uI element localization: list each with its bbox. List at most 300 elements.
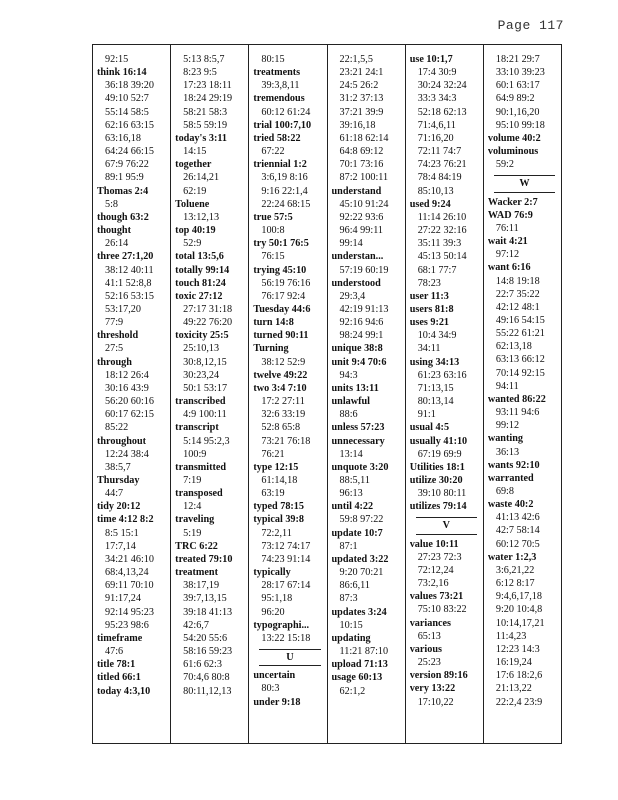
- index-reference: 41:1 52:8,8: [105, 277, 152, 289]
- index-term: water 1:2,3: [487, 551, 537, 563]
- index-term: until 4:22: [331, 501, 374, 513]
- index-term: Turning: [253, 343, 289, 355]
- index-reference: 27:17 31:18: [183, 303, 233, 315]
- index-reference: 97:12: [495, 249, 520, 261]
- index-term: wait 4:21: [487, 236, 528, 248]
- index-term: very 13:22: [409, 683, 456, 695]
- index-reference: 99:14: [339, 238, 363, 250]
- index-reference: 67:19 69:9: [417, 448, 462, 460]
- index-reference: 34:11: [417, 343, 441, 355]
- index-reference: 34:21 46:10: [105, 553, 154, 565]
- index-reference: 58:21 58:3: [183, 106, 228, 118]
- index-reference: 52:16 53:15: [105, 290, 154, 302]
- index-reference: 60:12 70:5: [495, 538, 540, 550]
- index-reference: 69:11 70:10: [105, 580, 154, 592]
- index-reference: 72:11 74:7: [417, 146, 462, 158]
- index-reference: 18:21 29:7: [495, 54, 540, 65]
- index-term: today's 3:11: [175, 132, 227, 144]
- index-reference: 33:10 39:23: [495, 67, 545, 79]
- index-reference: 11:14 26:10: [417, 211, 467, 223]
- index-reference: 36:13: [495, 446, 520, 458]
- index-reference: 31:2 37:13: [339, 93, 384, 105]
- index-term: used 9:24: [409, 198, 451, 210]
- index-reference: 13:22 15:18: [261, 632, 311, 644]
- index-reference: 13:14: [339, 448, 363, 460]
- index-term: true 57:5: [253, 211, 293, 223]
- index-reference: 32:6 33:19: [261, 409, 306, 421]
- word-index-table: [92, 44, 562, 744]
- index-reference: 42:19 91:13: [339, 303, 389, 315]
- index-term: total 13:5,6: [175, 251, 224, 263]
- index-term: touch 81:24: [175, 277, 226, 289]
- index-reference: 25:23: [417, 657, 441, 669]
- section-letter-divider: W: [494, 175, 555, 192]
- index-term: WAD 76:9: [487, 209, 533, 221]
- index-term: update 10:7: [331, 527, 383, 539]
- index-term: variances: [409, 617, 451, 629]
- index-term: wants 92:10: [487, 459, 540, 471]
- index-reference: 6:12 8:17: [495, 578, 535, 590]
- index-reference: 50:1 53:17: [183, 382, 228, 394]
- index-term: title 78:1: [97, 659, 136, 671]
- index-reference: 68:1 77:7: [417, 264, 457, 276]
- index-term: unquote 3:20: [331, 461, 389, 473]
- index-reference: 17:10,22: [417, 696, 454, 708]
- index-reference: 74:23 76:21: [417, 159, 467, 171]
- index-term: TRC 6:22: [175, 540, 218, 552]
- index-term: type 12:15: [253, 461, 299, 473]
- index-term: through: [97, 356, 132, 368]
- index-reference: 30:23,24: [183, 369, 220, 381]
- index-reference: 61:14,18: [261, 475, 298, 486]
- index-reference: 71:16,20: [417, 132, 454, 144]
- index-reference: 22:7 35:22: [495, 288, 540, 300]
- index-reference: 61:18 62:14: [339, 132, 389, 144]
- index-reference: 62:1,2: [339, 685, 366, 697]
- index-reference: 73:2,16: [417, 578, 449, 590]
- index-reference: 85:22: [105, 422, 129, 434]
- index-reference: 5:14 95:2,3: [183, 435, 230, 447]
- index-reference: 14:15: [183, 146, 207, 158]
- index-reference: 8:23 9:5: [183, 67, 217, 79]
- index-reference: 38:12 40:11: [105, 264, 154, 276]
- index-reference: 80:11,12,13: [183, 685, 232, 697]
- index-term: unique 38:8: [331, 343, 383, 355]
- index-reference: 13:12,13: [183, 211, 220, 223]
- index-reference: 69:8: [495, 486, 514, 497]
- index-term: three 27:1,20: [97, 251, 154, 263]
- index-reference: 87:3: [339, 593, 358, 605]
- index-reference: 52:8 65:8: [261, 422, 301, 434]
- index-reference: 71:4,6,11: [417, 119, 456, 131]
- index-column-3: [248, 45, 326, 743]
- index-reference: 27:5: [105, 343, 124, 355]
- index-term: unit 9:4 70:6: [331, 356, 387, 368]
- index-reference: 30:8,12,15: [183, 356, 227, 368]
- index-reference: 94:3: [339, 369, 358, 381]
- index-reference: 58:5 59:19: [183, 119, 228, 131]
- index-reference: 87:2 100:11: [339, 172, 389, 184]
- index-reference: 12:4: [183, 501, 202, 513]
- index-reference: 55:22 61:21: [495, 328, 545, 340]
- index-reference: 100:8: [261, 225, 285, 237]
- index-term: turn 14:8: [253, 317, 294, 329]
- index-reference: 22:1,5,5: [339, 54, 373, 65]
- index-reference: 92:14 95:23: [105, 606, 154, 618]
- index-term: transcribed: [175, 396, 226, 408]
- index-term: Toluene: [175, 198, 210, 210]
- section-letter-divider: V: [416, 517, 477, 534]
- index-reference: 30:16 43:9: [105, 382, 149, 394]
- index-reference: 76:15: [261, 251, 285, 263]
- index-reference: 18:24 29:19: [183, 93, 233, 105]
- index-term: twelve 49:22: [253, 369, 308, 381]
- index-term: triennial 1:2: [253, 159, 307, 171]
- index-reference: 39:7,13,15: [183, 593, 227, 605]
- index-term: volume 40:2: [487, 132, 541, 144]
- index-term: wanting: [487, 433, 523, 445]
- index-reference: 95:10 99:18: [495, 119, 545, 131]
- index-reference: 21:13,22: [495, 683, 532, 695]
- index-reference: 27:23 72:3: [417, 551, 462, 563]
- index-reference: 75:10 83:22: [417, 604, 467, 616]
- index-reference: 67:9 76:22: [105, 159, 149, 171]
- index-term: upload 71:13: [331, 659, 388, 671]
- index-reference: 72:12,24: [417, 564, 454, 576]
- index-term: units 13:11: [331, 382, 379, 394]
- index-reference: 61:6 62:3: [183, 659, 222, 671]
- index-reference: 49:10 52:7: [105, 93, 149, 105]
- index-term: two 3:4 7:10: [253, 382, 307, 394]
- index-reference: 88:6: [339, 409, 358, 421]
- index-term: unless 57:23: [331, 422, 385, 434]
- index-term: Wacker 2:7: [487, 196, 538, 208]
- index-reference: 4:9 100:11: [183, 409, 227, 421]
- index-reference: 59:8 97:22: [339, 514, 384, 526]
- index-reference: 27:22 32:16: [417, 225, 467, 237]
- index-reference: 65:13: [417, 630, 441, 642]
- index-term: using 34:13: [409, 356, 460, 368]
- index-reference: 98:24 99:1: [339, 330, 384, 342]
- index-reference: 45:10 91:24: [339, 198, 389, 210]
- index-term: treated 79:10: [175, 553, 233, 565]
- index-term: top 40:19: [175, 225, 216, 237]
- index-reference: 12:23 14:3: [495, 643, 540, 655]
- index-reference: 56:20 60:16: [105, 396, 154, 408]
- index-reference: 88:5,11: [339, 475, 370, 486]
- index-reference: 57:19 60:19: [339, 264, 389, 276]
- index-term: treatments: [253, 67, 301, 79]
- index-reference: 42:12 48:1: [495, 301, 540, 313]
- index-reference: 73:12 74:17: [261, 540, 311, 552]
- index-reference: 62:13,18: [495, 341, 532, 353]
- index-reference: 99:12: [495, 420, 520, 432]
- index-term: wanted 86:22: [487, 393, 546, 405]
- index-reference: 56:19 76:16: [261, 277, 311, 289]
- index-reference: 26:14,21: [183, 172, 220, 184]
- index-term: values 73:21: [409, 591, 464, 603]
- index-reference: 39:10 80:11: [417, 488, 467, 500]
- index-term: waste 40:2: [487, 499, 534, 511]
- index-column-6: [483, 45, 561, 743]
- index-reference: 17:23 18:11: [183, 80, 232, 92]
- index-term: together: [175, 159, 212, 171]
- index-reference: 59:2: [495, 159, 514, 171]
- index-reference: 35:11 39:3: [417, 238, 462, 250]
- index-reference: 22:24 68:15: [261, 198, 311, 210]
- index-reference: 39:16,18: [339, 119, 376, 131]
- index-term: toxic 27:12: [175, 290, 223, 302]
- index-reference: 77:9: [105, 317, 124, 329]
- index-reference: 76:17 92:4: [261, 290, 306, 302]
- index-reference: 64:9 89:2: [495, 93, 535, 105]
- index-reference: 73:21 76:18: [261, 435, 311, 447]
- index-reference: 9:20 10:4,8: [495, 604, 543, 616]
- index-term: understood: [331, 277, 381, 289]
- index-reference: 92:16 94:6: [339, 317, 384, 329]
- index-reference: 70:4,6 80:8: [183, 672, 230, 684]
- index-reference: 78:4 84:19: [417, 172, 462, 184]
- index-reference: 5:13 8:5,7: [183, 54, 225, 65]
- index-reference: 92:22 93:6: [339, 211, 384, 223]
- index-term: time 4:12 8:2: [97, 514, 154, 526]
- index-term: today 4:3,10: [97, 685, 151, 697]
- index-reference: 9:4,6,17,18: [495, 591, 542, 603]
- index-term: timeframe: [97, 632, 143, 644]
- index-reference: 89:1 95:9: [105, 172, 144, 184]
- index-reference: 16:19,24: [495, 657, 532, 669]
- index-reference: 17:4 30:9: [417, 67, 457, 79]
- index-term: utilize 30:20: [409, 475, 463, 486]
- index-reference: 95:23 98:6: [105, 619, 149, 631]
- index-term: transposed: [175, 488, 223, 500]
- index-term: understand: [331, 185, 382, 197]
- index-term: think 16:14: [97, 67, 147, 79]
- index-reference: 91:17,24: [105, 593, 141, 605]
- index-reference: 93:11 94:6: [495, 407, 540, 419]
- index-term: Utilities 18:1: [409, 461, 465, 473]
- index-term: typically: [253, 567, 291, 579]
- index-reference: 38:5,7: [105, 461, 131, 473]
- index-reference: 60:1 63:17: [495, 80, 540, 92]
- index-reference: 78:23: [417, 277, 441, 289]
- index-column-1: [93, 45, 170, 743]
- index-term: updates 3:24: [331, 606, 387, 618]
- index-reference: 7:19: [183, 475, 202, 486]
- index-reference: 61:23 63:16: [417, 369, 467, 381]
- index-reference: 60:12 61:24: [261, 106, 311, 118]
- index-reference: 14:8 19:18: [495, 275, 540, 287]
- index-reference: 12:24 38:4: [105, 448, 149, 460]
- index-reference: 10:4 34:9: [417, 330, 457, 342]
- index-term: voluminous: [487, 146, 539, 158]
- index-reference: 76:11: [495, 222, 519, 234]
- index-reference: 85:10,13: [417, 185, 454, 197]
- index-reference: 53:17,20: [105, 303, 141, 315]
- index-reference: 41:13 42:6: [495, 512, 540, 524]
- index-term: various: [409, 643, 442, 655]
- index-term: titled 66:1: [97, 672, 141, 684]
- index-reference: 76:21: [261, 448, 285, 460]
- index-term: value 10:11: [409, 538, 459, 550]
- index-term: treatment: [175, 567, 218, 579]
- index-reference: 29:3,4: [339, 290, 366, 302]
- index-term: toxicity 25:5: [175, 330, 229, 342]
- index-term: user 11:3: [409, 290, 449, 302]
- index-reference: 54:20 55:6: [183, 632, 228, 644]
- index-reference: 74:23 91:14: [261, 553, 311, 565]
- index-reference: 63:16,18: [105, 132, 141, 144]
- index-term: understan...: [331, 251, 384, 263]
- index-term: updated 3:22: [331, 553, 389, 565]
- index-reference: 11:4,23: [495, 630, 527, 642]
- index-reference: 17:2 27:11: [261, 396, 305, 408]
- index-reference: 71:13,15: [417, 382, 454, 394]
- index-term: usually 41:10: [409, 435, 468, 447]
- index-term: threshold: [97, 330, 139, 342]
- index-term: warranted: [487, 472, 534, 484]
- index-reference: 17:6 18:2,6: [495, 670, 543, 682]
- index-term: totally 99:14: [175, 264, 230, 276]
- index-reference: 58:16 59:23: [183, 646, 233, 658]
- index-reference: 25:10,13: [183, 343, 220, 355]
- index-term: trying 45:10: [253, 264, 307, 276]
- index-reference: 28:17 67:14: [261, 580, 311, 592]
- index-column-4: [327, 45, 405, 743]
- index-term: unnecessary: [331, 435, 385, 447]
- index-reference: 33:3 34:3: [417, 93, 457, 105]
- index-reference: 23:21 24:1: [339, 67, 384, 79]
- index-reference: 3:6,21,22: [495, 564, 535, 576]
- index-reference: 37:21 39:9: [339, 106, 384, 118]
- index-term: transmitted: [175, 461, 227, 473]
- index-term: typographi...: [253, 619, 310, 631]
- index-term: turned 90:11: [253, 330, 309, 342]
- index-reference: 91:1: [417, 409, 436, 421]
- index-reference: 5:8: [105, 198, 119, 210]
- index-reference: 67:22: [261, 146, 285, 158]
- index-term: typical 39:8: [253, 514, 304, 526]
- index-reference: 64:8 69:12: [339, 146, 384, 158]
- index-term: try 50:1 76:5: [253, 238, 309, 250]
- index-reference: 38:12 52:9: [261, 356, 306, 368]
- index-term: under 9:18: [253, 696, 301, 708]
- index-reference: 36:18 39:20: [105, 80, 154, 92]
- index-reference: 64:24 66:15: [105, 146, 154, 158]
- index-reference: 30:24 32:24: [417, 80, 467, 92]
- index-reference: 62:16 63:15: [105, 119, 154, 131]
- index-term: unlawful: [331, 396, 371, 408]
- index-reference: 9:20 70:21: [339, 567, 384, 579]
- index-term: uses 9:21: [409, 317, 450, 329]
- index-reference: 45:13 50:14: [417, 251, 467, 263]
- page-number-label: Page 117: [497, 18, 564, 33]
- index-term: though 63:2: [97, 211, 149, 223]
- index-term: thought: [97, 225, 131, 237]
- index-reference: 39:18 41:13: [183, 606, 233, 618]
- index-reference: 63:13 66:12: [495, 354, 545, 366]
- index-term: tremendous: [253, 93, 305, 105]
- index-reference: 80:3: [261, 683, 280, 695]
- index-reference: 86:6,11: [339, 580, 370, 592]
- index-term: version 89:16: [409, 670, 468, 682]
- index-term: transcript: [175, 422, 219, 434]
- index-term: usual 4:5: [409, 422, 450, 434]
- index-term: traveling: [175, 514, 215, 526]
- index-term: want 6:16: [487, 262, 531, 274]
- index-reference: 72:2,11: [261, 527, 292, 539]
- index-reference: 52:18 62:13: [417, 106, 467, 118]
- index-term: Thursday: [97, 475, 140, 486]
- index-term: tried 58:22: [253, 132, 301, 144]
- index-reference: 10:15: [339, 619, 363, 631]
- index-term: uncertain: [253, 670, 296, 682]
- index-reference: 70:1 73:16: [339, 159, 384, 171]
- index-reference: 47:6: [105, 646, 124, 658]
- index-reference: 3:6,19 8:16: [261, 172, 308, 184]
- index-reference: 9:16 22:1,4: [261, 185, 308, 197]
- index-term: throughout: [97, 435, 147, 447]
- index-term: trial 100:7,10: [253, 119, 312, 131]
- index-reference: 70:14 92:15: [495, 367, 545, 379]
- index-reference: 39:3,8,11: [261, 80, 300, 92]
- index-term: Thomas 2:4: [97, 185, 149, 197]
- index-reference: 100:9: [183, 448, 207, 460]
- index-reference: 49:22 76:20: [183, 317, 233, 329]
- index-term: usage 60:13: [331, 672, 383, 684]
- index-reference: 80:13,14: [417, 396, 454, 408]
- index-reference: 24:5 26:2: [339, 80, 379, 92]
- index-term: use 10:1,7: [409, 54, 453, 65]
- index-reference: 26:14: [105, 238, 129, 250]
- index-reference: 17:7,14: [105, 540, 136, 552]
- index-reference: 60:17 62:15: [105, 409, 154, 421]
- index-column-2: [170, 45, 248, 743]
- index-reference: 96:13: [339, 488, 363, 500]
- index-reference: 92:15: [105, 54, 129, 65]
- index-reference: 94:11: [495, 380, 519, 392]
- index-term: tidy 20:12: [97, 501, 141, 513]
- index-reference: 90:1,16,20: [495, 106, 540, 118]
- index-reference: 42:7 58:14: [495, 525, 540, 537]
- index-reference: 42:6,7: [183, 619, 209, 631]
- index-reference: 49:16 54:15: [495, 314, 545, 326]
- index-reference: 18:12 26:4: [105, 369, 149, 381]
- index-term: utilizes 79:14: [409, 501, 467, 513]
- index-reference: 80:15: [261, 54, 285, 65]
- section-letter-divider: U: [259, 649, 320, 666]
- index-reference: 95:1,18: [261, 593, 293, 605]
- index-reference: 44:7: [105, 488, 124, 500]
- index-reference: 62:19: [183, 185, 207, 197]
- index-term: users 81:8: [409, 303, 454, 315]
- index-reference: 22:2,4 23:9: [495, 696, 543, 708]
- index-reference: 52:9: [183, 238, 202, 250]
- index-reference: 68:4,13,24: [105, 567, 149, 579]
- index-reference: 87:1: [339, 540, 358, 552]
- index-reference: 5:19: [183, 527, 202, 539]
- index-term: updating: [331, 632, 371, 644]
- index-reference: 8:5 15:1: [105, 527, 139, 539]
- index-reference: 96:4 99:11: [339, 225, 384, 237]
- index-reference: 63:19: [261, 488, 285, 500]
- index-reference: 55:14 58:5: [105, 106, 149, 118]
- index-reference: 10:14,17,21: [495, 617, 545, 629]
- index-column-5: [405, 45, 483, 743]
- index-reference: 96:20: [261, 606, 285, 618]
- index-term: typed 78:15: [253, 501, 304, 513]
- index-reference: 38:17,19: [183, 580, 220, 592]
